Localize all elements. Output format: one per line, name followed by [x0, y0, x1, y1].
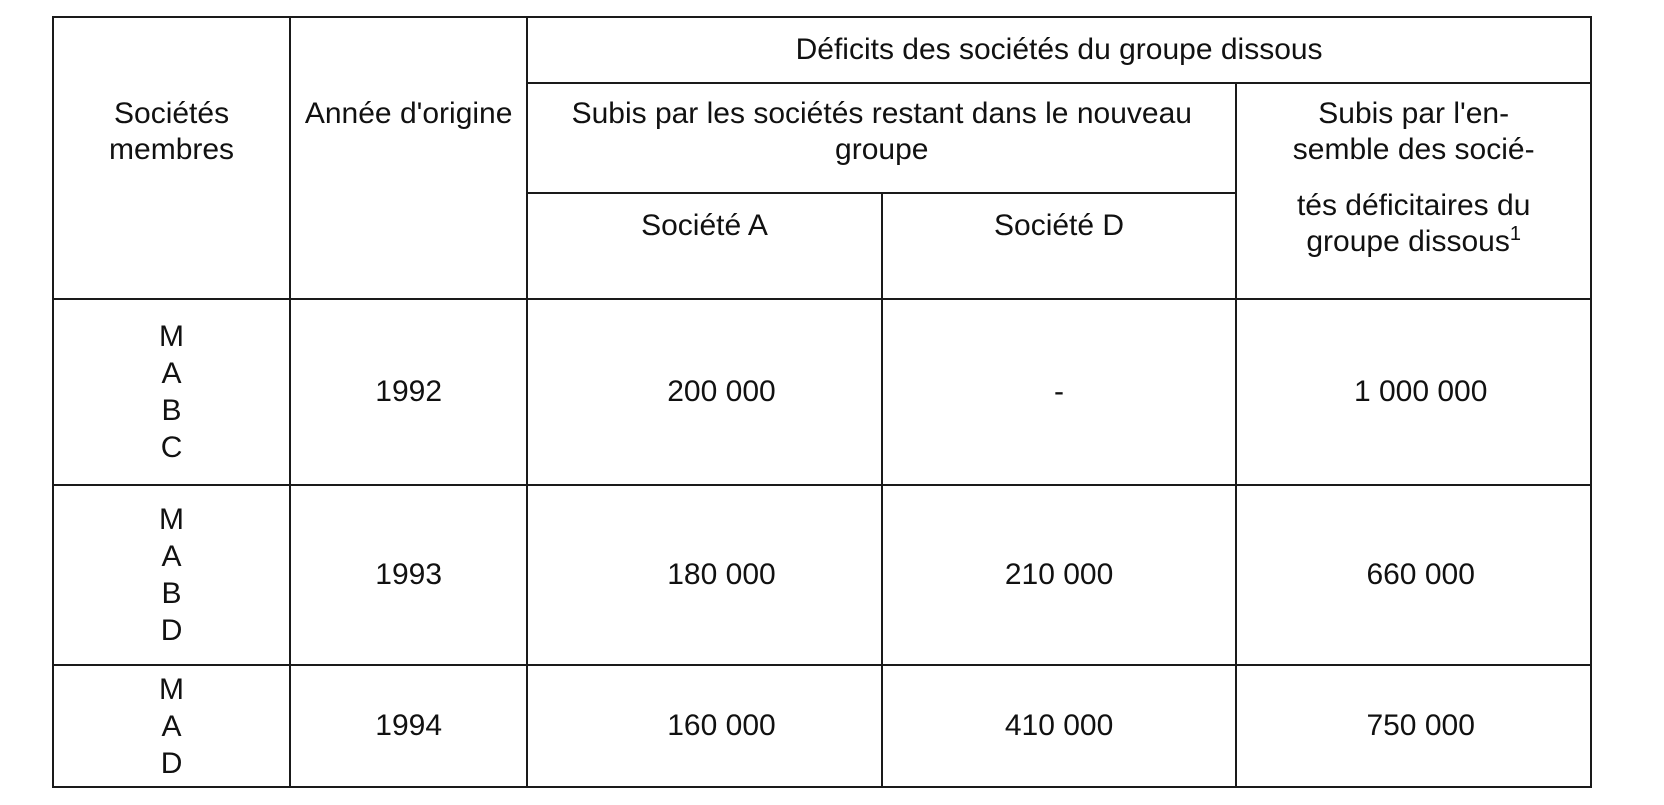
member-letter: A: [161, 357, 182, 390]
member-letter: C: [160, 431, 183, 464]
all-deficit-cell: 750 000: [1236, 665, 1591, 787]
all-deficit-cell: 1 000 000: [1236, 299, 1591, 485]
header-dissolved-group-deficits: Déficits des sociétés du groupe dissous: [527, 17, 1591, 83]
header-all-line-2: semble des socié-: [1292, 133, 1535, 166]
member-letter: A: [161, 540, 182, 573]
header-all-deficit-companies: [1236, 83, 1591, 299]
year-cell: 1992: [290, 299, 527, 485]
members-cell: [53, 299, 290, 485]
year-cell: 1993: [290, 485, 527, 665]
header-member-companies: Sociétés membres: [53, 17, 290, 299]
header-all-line-4: [1243, 224, 1584, 260]
all-deficit-cell: 660 000: [1236, 485, 1591, 665]
header-origin-year: Année d'origine: [290, 17, 527, 299]
member-letter: M: [159, 320, 185, 353]
member-letter: M: [159, 672, 185, 706]
header-all-line-4-text: groupe dissous: [1306, 225, 1510, 258]
table-row: [53, 665, 1591, 787]
member-letter: D: [160, 746, 183, 780]
company-d-deficit-cell: -: [882, 299, 1237, 485]
table-row: [53, 485, 1591, 665]
header-remaining-companies: Subis par les sociétés restant dans le nouveau groupe: [527, 83, 1236, 193]
members-cell: [53, 665, 290, 787]
header-company-d: Société D: [882, 193, 1237, 299]
footnote-marker: 1: [1509, 223, 1521, 245]
table-row: [53, 299, 1591, 485]
members-cell: [53, 485, 290, 665]
company-a-deficit-cell: 160 000: [527, 665, 882, 787]
company-d-deficit-cell: 210 000: [882, 485, 1237, 665]
member-letter: B: [161, 577, 182, 610]
member-letter: D: [160, 614, 183, 647]
member-letter: A: [161, 709, 182, 743]
member-letter: M: [159, 503, 185, 536]
deficits-table: [52, 16, 1592, 788]
member-letter: B: [161, 394, 182, 427]
company-d-deficit-cell: 410 000: [882, 665, 1237, 787]
company-a-deficit-cell: 200 000: [527, 299, 882, 485]
header-company-a: Société A: [527, 193, 882, 299]
header-all-line-1: Subis par l'en-: [1318, 97, 1510, 130]
company-a-deficit-cell: 180 000: [527, 485, 882, 665]
header-all-line-3: tés déficitaires du: [1296, 189, 1531, 222]
year-cell: 1994: [290, 665, 527, 787]
